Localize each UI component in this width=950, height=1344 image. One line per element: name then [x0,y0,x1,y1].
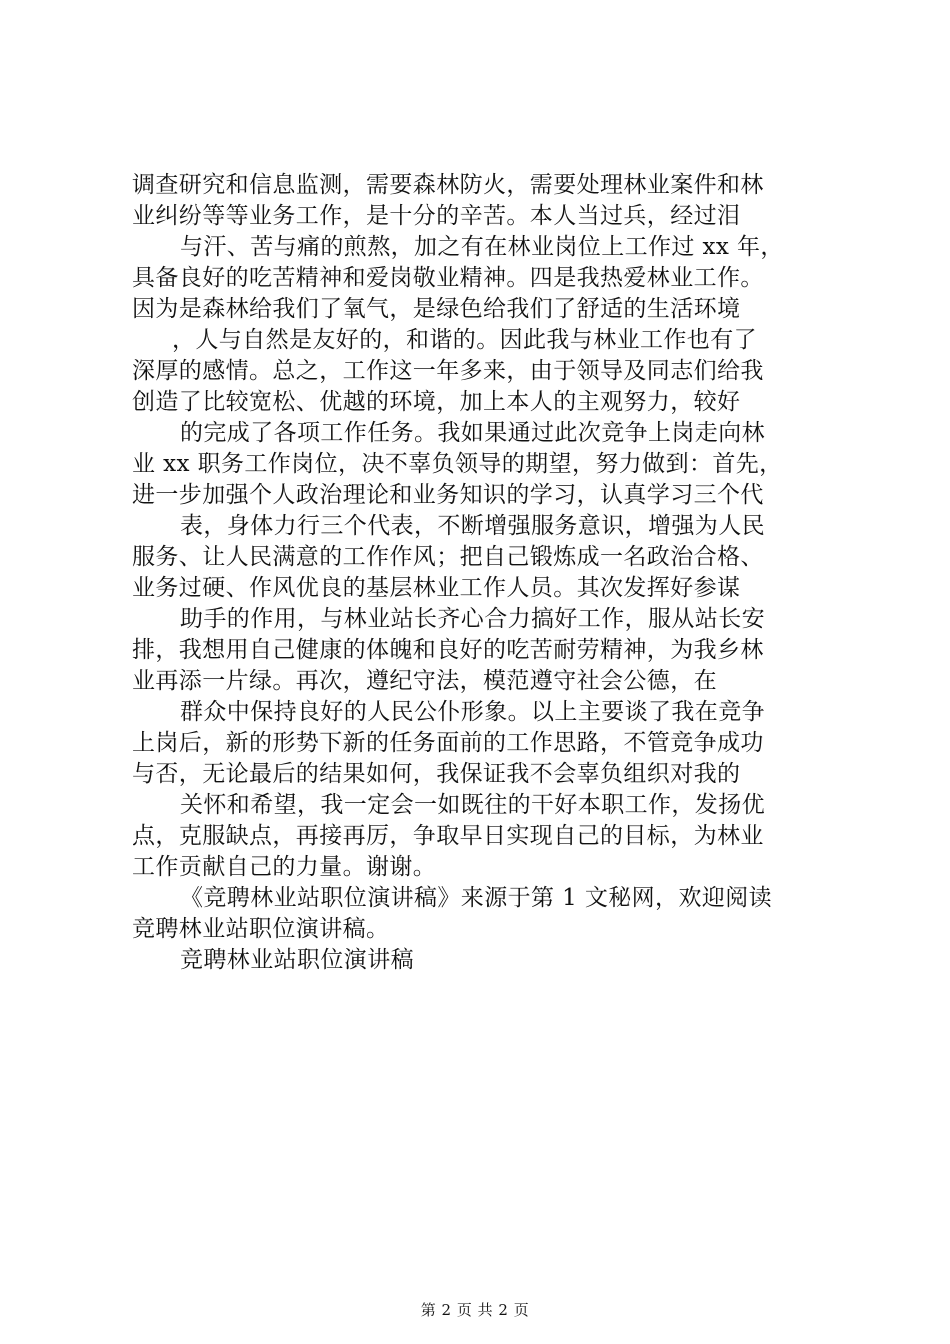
text-line: 工作贡献自己的力量。谢谢。 [132,854,437,880]
document-body [132,170,832,976]
text-line: 业务过硬、作风优良的基层林业工作人员。其次发挥好参谋 [132,575,741,601]
text-line: 因为是森林给我们了氧气，是绿色给我们了舒适的生活环境 [132,296,741,322]
text-line: ，人与自然是友好的，和谐的。因此我与林业工作也有了 [172,327,757,353]
text-line: 创造了比较宽松、优越的环境，加上本人的主观努力，较好 [132,389,741,415]
text-line: 进一步加强个人政治理论和业务知识的学习，认真学习三个代 [132,482,764,508]
source-note-continued: 竞聘林业站职位演讲稿。 [132,916,390,942]
text-line: 调查研究和信息监测，需要森林防火，需要处理林业案件和林 [132,172,764,198]
text-line: 助手的作用，与林业站长齐心合力搞好工作，服从站长安 [180,606,765,632]
text-line: 点，克服缺点，再接再厉，争取早日实现自己的目标，为林业 [132,823,764,849]
text-line: 上岗后，新的形势下新的任务面前的工作思路，不管竞争成功 [132,730,764,756]
text-line: 具备良好的吃苦精神和爱岗敬业精神。四是我热爱林业工作。 [132,265,764,291]
text-line: 与汗、苦与痛的煎熬，加之有在林业岗位上工作过 xx 年， [180,234,784,260]
text-line: 与否，无论最后的结果如何，我保证我不会辜负组织对我的 [132,761,741,787]
text-line: 业 xx 职务工作岗位，决不辜负领导的期望，努力做到：首先， [132,451,783,477]
page-footer: 第 2 页 共 2 页 [420,1301,530,1319]
source-note: 《竞聘林业站职位演讲稿》来源于第 1 文秘网，欢迎阅读 [180,885,773,911]
text-line: 表，身体力行三个代表，不断增强服务意识，增强为人民 [180,513,765,539]
text-line: 排，我想用自己健康的体魄和良好的吃苦耐劳精神，为我乡林 [132,637,764,663]
text-line: 业纠纷等等业务工作，是十分的辛苦。本人当过兵，经过泪 [132,203,741,229]
text-line: 关怀和希望，我一定会一如既往的干好本职工作，发扬优 [180,792,765,818]
text-line: 业再添一片绿。再次，遵纪守法，模范遵守社会公德，在 [132,668,717,694]
text-line: 的完成了各项工作任务。我如果通过此次竞争上岗走向林 [180,420,765,446]
closing-title: 竞聘林业站职位演讲稿 [180,947,414,973]
text-line: 服务、让人民满意的工作作风；把自己锻炼成一名政治合格、 [132,544,764,570]
text-line: 群众中保持良好的人民公仆形象。以上主要谈了我在竞争 [180,699,765,725]
text-line: 深厚的感情。总之，工作这一年多来，由于领导及同志们给我 [132,358,764,384]
